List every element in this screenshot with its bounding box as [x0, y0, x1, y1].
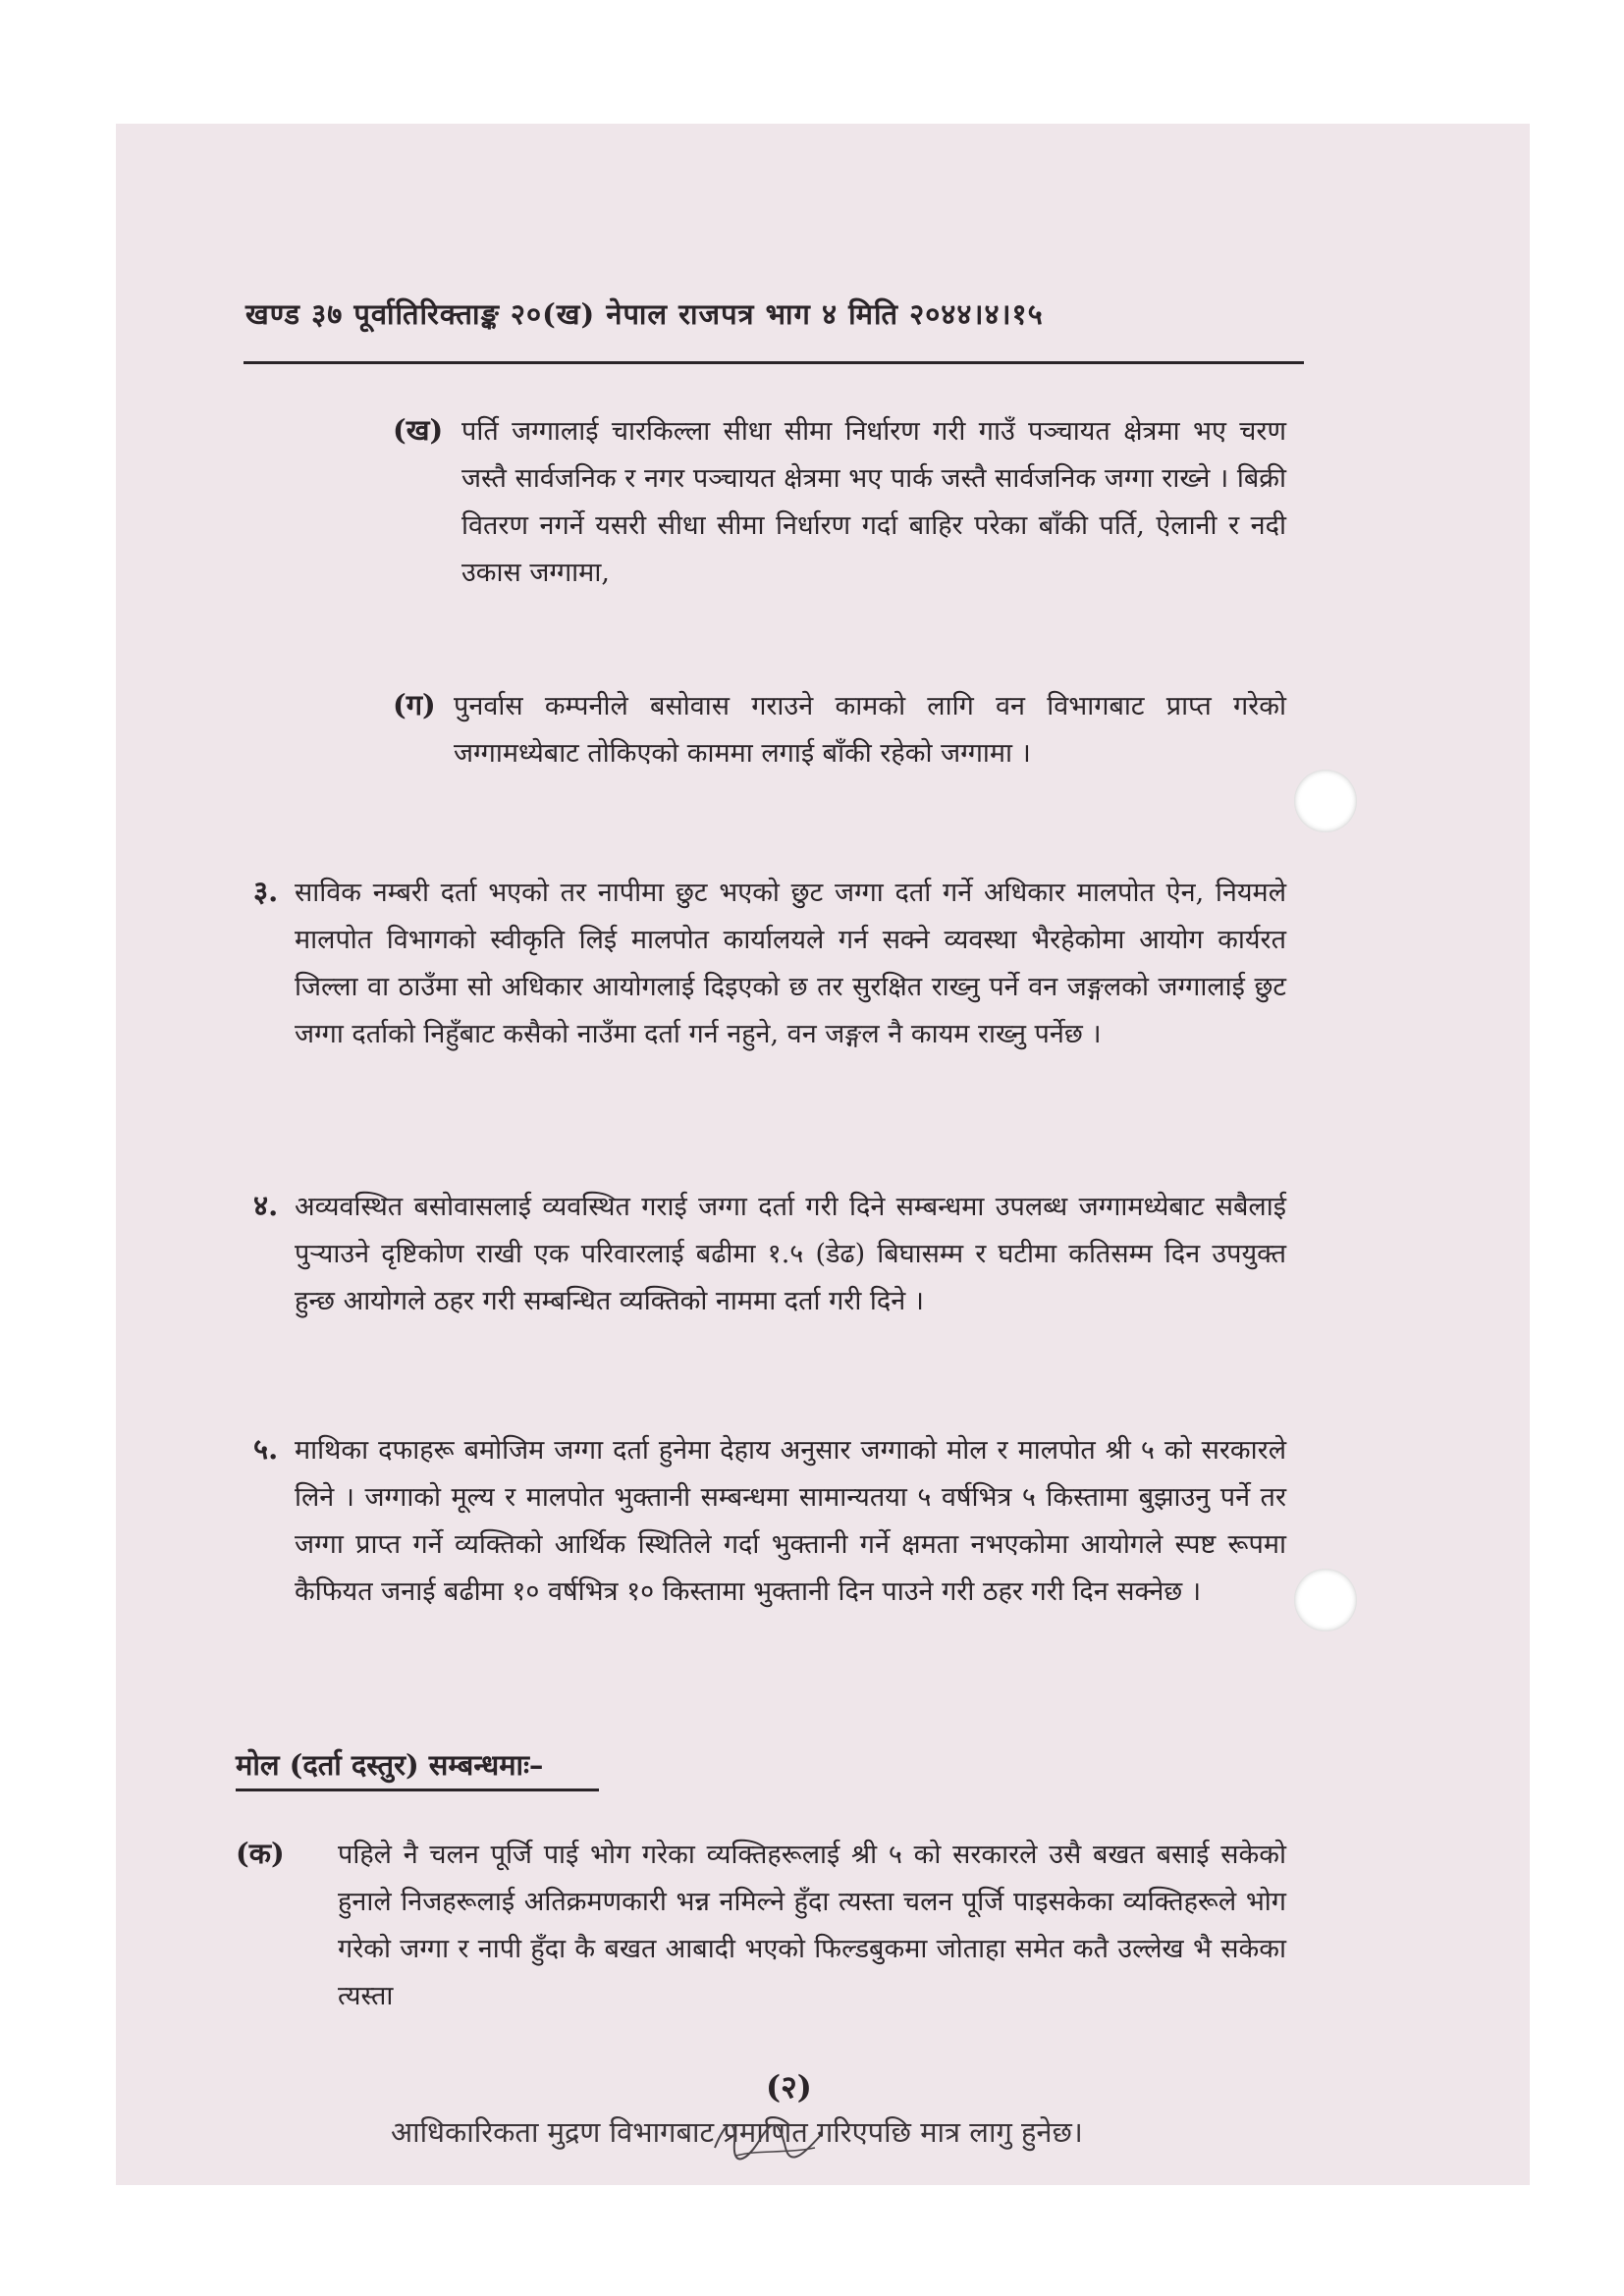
gazette-header: खण्ड ३७ पूर्वातिरिक्ताङ्क २०(ख) नेपाल राजपत्र भाग ४ मिति २०४४।४।१५ — [245, 297, 1044, 331]
sub-clause-label: (क) — [236, 1837, 285, 1870]
point-label: ४. — [253, 1189, 279, 1222]
point-label: ५. — [253, 1432, 279, 1466]
header-rule — [244, 361, 1304, 364]
clause-text: पुनर्वास कम्पनीले बसोवास गराउने कामको लागि वन विभागबाट प्राप्त गरेको जग्गामध्येबाट तोकिएको काममा लगाई बाँकी रहेको जग्गामा । — [454, 691, 1286, 769]
point-label: ३. — [253, 875, 279, 908]
certification-footer: आधिकारिकता मुद्रण विभागबाट प्रमाणित गरिएपछि मात्र लागु हुनेछ। — [391, 2115, 1083, 2149]
clause-text: पर्ति जग्गालाई चारकिल्ला सीधा सीमा निर्धारण गरी गाउँ पञ्चायत क्षेत्रमा भए चरण जस्तै सार्वजनिक र नगर पञ्चायत क्षेत्रमा भए पार्क जस्तै सार्वजनिक जग्गा राख्ने । बिक्री वितरण नगर्ने यसरी सीधा सीमा निर्धारण गर्दा बाहिर परेका बाँकी पर्ति, ऐलानी र नदी उकास जग्गामा, — [461, 416, 1286, 588]
punch-hole — [1294, 770, 1357, 832]
section-heading: मोल (दर्ता दस्तुर) सम्बन्धमाः– — [236, 1748, 544, 1782]
clause-label: (ख) — [393, 413, 444, 447]
signature-icon — [707, 2109, 825, 2167]
clause-label: (ग) — [393, 688, 436, 721]
sub-clause-text: पहिले नै चलन पूर्जि पाई भोग गरेका व्यक्तिहरूलाई श्री ५ को सरकारले उसै बखत बसाई सकेको हुनाले निजहरूलाई अतिक्रमणकारी भन्न नमिल्ने हुँदा त्यस्ता चलन पूर्जि पाइसकेका व्यक्तिहरूले भोग गरेको जग्गा र नापी हुँदा कै बखत आबादी भएको फिल्डबुकमा जोताहा समेत कतै उल्लेख भै सकेका त्यस्ता — [338, 1840, 1286, 2011]
point-text: साविक नम्बरी दर्ता भएको तर नापीमा छुट भएको छुट जग्गा दर्ता गर्ने अधिकार मालपोत ऐन, नियमले मालपोत विभागको स्वीकृति लिई मालपोत कार्यालयले गर्न सक्ने व्यवस्था भैरहेकोमा आयोग कार्यरत जिल्ला वा ठाउँमा सो अधिकार आयोगलाई दिइएको छ तर सुरक्षित राख्नु पर्ने वन जङ्गलको जग्गालाई छुट जग्गा दर्ताको निहुँबाट कसैको नाउँमा दर्ता गर्न नहुने, वन जङ्गल नै कायम राख्नु पर्नेछ । — [295, 878, 1286, 1049]
punch-hole — [1294, 1569, 1357, 1631]
page-number: (२) — [766, 2068, 812, 2106]
heading-rule — [236, 1789, 599, 1791]
point-text: अव्यवस्थित बसोवासलाई व्यवस्थित गराई जग्गा दर्ता गरी दिने सम्बन्धमा उपलब्ध जग्गामध्येबाट सबैलाई पुऱ्याउने दृष्टिकोण राखी एक परिवारलाई बढीमा १.५ (डेढ) बिघासम्म र घटीमा कतिसम्म दिन उपयुक्त हुन्छ आयोगले ठहर गरी सम्बन्धित व्यक्तिको नाममा दर्ता गरी दिने । — [295, 1192, 1286, 1316]
point-text: माथिका दफाहरू बमोजिम जग्गा दर्ता हुनेमा देहाय अनुसार जग्गाको मोल र मालपोत श्री ५ को सरकारले लिने । जग्गाको मूल्य र मालपोत भुक्तानी सम्बन्धमा सामान्यतया ५ वर्षभित्र ५ किस्तामा बुझाउनु पर्ने तर जग्गा प्राप्त गर्ने व्यक्तिको आर्थिक स्थितिले गर्दा भुक्तानी गर्ने क्षमता नभएकोमा आयोगले स्पष्ट रूपमा कैफियत जनाई बढीमा १० वर्षभित्र १० किस्तामा भुक्तानी दिन पाउने गरी ठहर गरी दिन सक्नेछ । — [295, 1435, 1286, 1607]
